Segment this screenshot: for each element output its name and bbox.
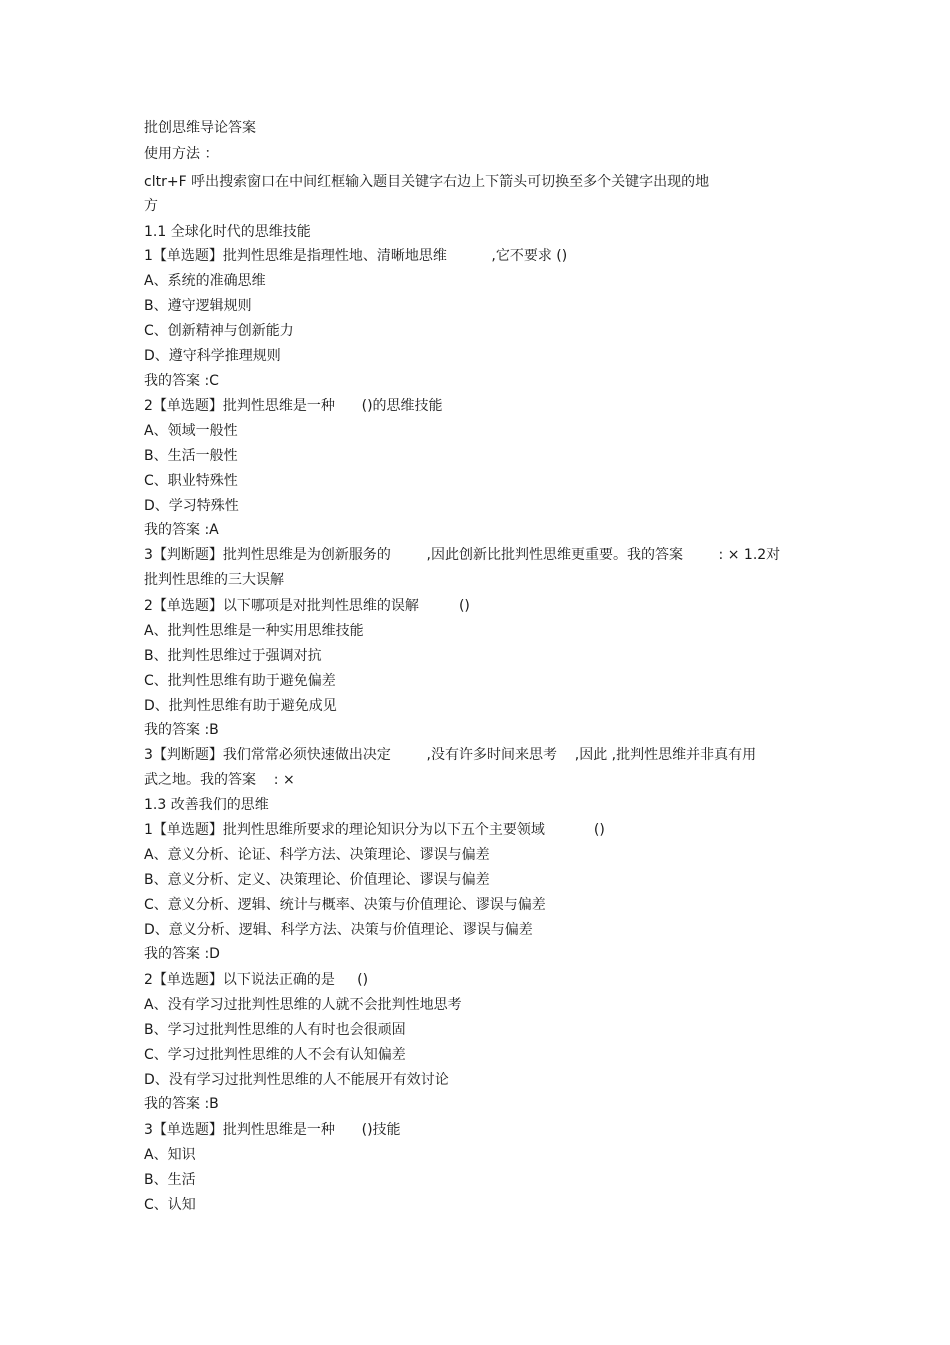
text-line: B、批判性思维过于强调对抗 — [144, 648, 322, 664]
text-line: D、学习特殊性 — [144, 498, 239, 514]
text-line: 批创思维导论答案 — [144, 120, 256, 136]
text-line: 2【单选题】批判性思维是一种 ()的思维技能 — [144, 398, 443, 414]
text-line: A、意义分析、论证、科学方法、决策理论、谬误与偏差 — [144, 847, 490, 863]
text-line: 1【单选题】批判性思维所要求的理论知识分为以下五个主要领域 () — [144, 822, 605, 838]
text-line: D、没有学习过批判性思维的人不能展开有效讨论 — [144, 1072, 449, 1088]
text-line: 3【判断题】批判性思维是为创新服务的 ,因此创新比批判性思维更重要。我的答案 : × 1.2对 — [144, 547, 781, 563]
text-line: A、批判性思维是一种实用思维技能 — [144, 623, 364, 639]
text-line: A、系统的准确思维 — [144, 273, 266, 289]
text-line: 我的答案 :C — [144, 373, 219, 389]
text-line: C、创新精神与创新能力 — [144, 323, 294, 339]
text-line: C、职业特殊性 — [144, 473, 238, 489]
text-line: C、学习过批判性思维的人不会有认知偏差 — [144, 1047, 406, 1063]
text-line: D、批判性思维有助于避免成见 — [144, 698, 337, 714]
text-line: C、批判性思维有助于避免偏差 — [144, 673, 336, 689]
text-line: 2【单选题】以下哪项是对批判性思维的误解 () — [144, 598, 470, 614]
text-line: 1.3 改善我们的思维 — [144, 797, 269, 813]
text-line: D、遵守科学推理规则 — [144, 348, 281, 364]
text-line: 武之地。我的答案 : × — [144, 772, 295, 788]
text-line: 3【判断题】我们常常必须快速做出决定 ,没有许多时间来思考 ,因此 ,批判性思维并非真有用 — [144, 747, 757, 763]
text-line: A、没有学习过批判性思维的人就不会批判性地思考 — [144, 997, 462, 1013]
text-line: B、遵守逻辑规则 — [144, 298, 252, 314]
text-line: A、领域一般性 — [144, 423, 238, 439]
text-line: D、意义分析、逻辑、科学方法、决策与价值理论、谬误与偏差 — [144, 922, 533, 938]
text-line: 我的答案 :A — [144, 522, 219, 538]
text-line: B、生活一般性 — [144, 448, 238, 464]
text-line: 1【单选题】批判性思维是指理性地、清晰地思维 ,它不要求 () — [144, 248, 568, 264]
text-line: B、学习过批判性思维的人有时也会很顽固 — [144, 1022, 406, 1038]
text-line: C、认知 — [144, 1197, 196, 1213]
text-line: 我的答案 :B — [144, 1096, 219, 1112]
text-line: 我的答案 :D — [144, 946, 220, 962]
text-line: B、意义分析、定义、决策理论、价值理论、谬误与偏差 — [144, 872, 490, 888]
text-line: 我的答案 :B — [144, 722, 219, 738]
text-line: 使用方法 ： — [144, 146, 219, 162]
text-line: C、意义分析、逻辑、统计与概率、决策与价值理论、谬误与偏差 — [144, 897, 546, 913]
text-line: 方 — [144, 198, 158, 214]
text-line: 批判性思维的三大误解 — [144, 572, 284, 588]
text-line: B、生活 — [144, 1172, 196, 1188]
text-line: 1.1 全球化时代的思维技能 — [144, 224, 311, 240]
text-line: cltr+F 呼出搜索窗口在中间红框输入题目关键字右边上下箭头可切换至多个关键字出现的地 — [144, 174, 710, 190]
text-line: 2【单选题】以下说法正确的是 () — [144, 972, 369, 988]
text-line: A、知识 — [144, 1147, 196, 1163]
text-line: 3【单选题】批判性思维是一种 ()技能 — [144, 1122, 401, 1138]
